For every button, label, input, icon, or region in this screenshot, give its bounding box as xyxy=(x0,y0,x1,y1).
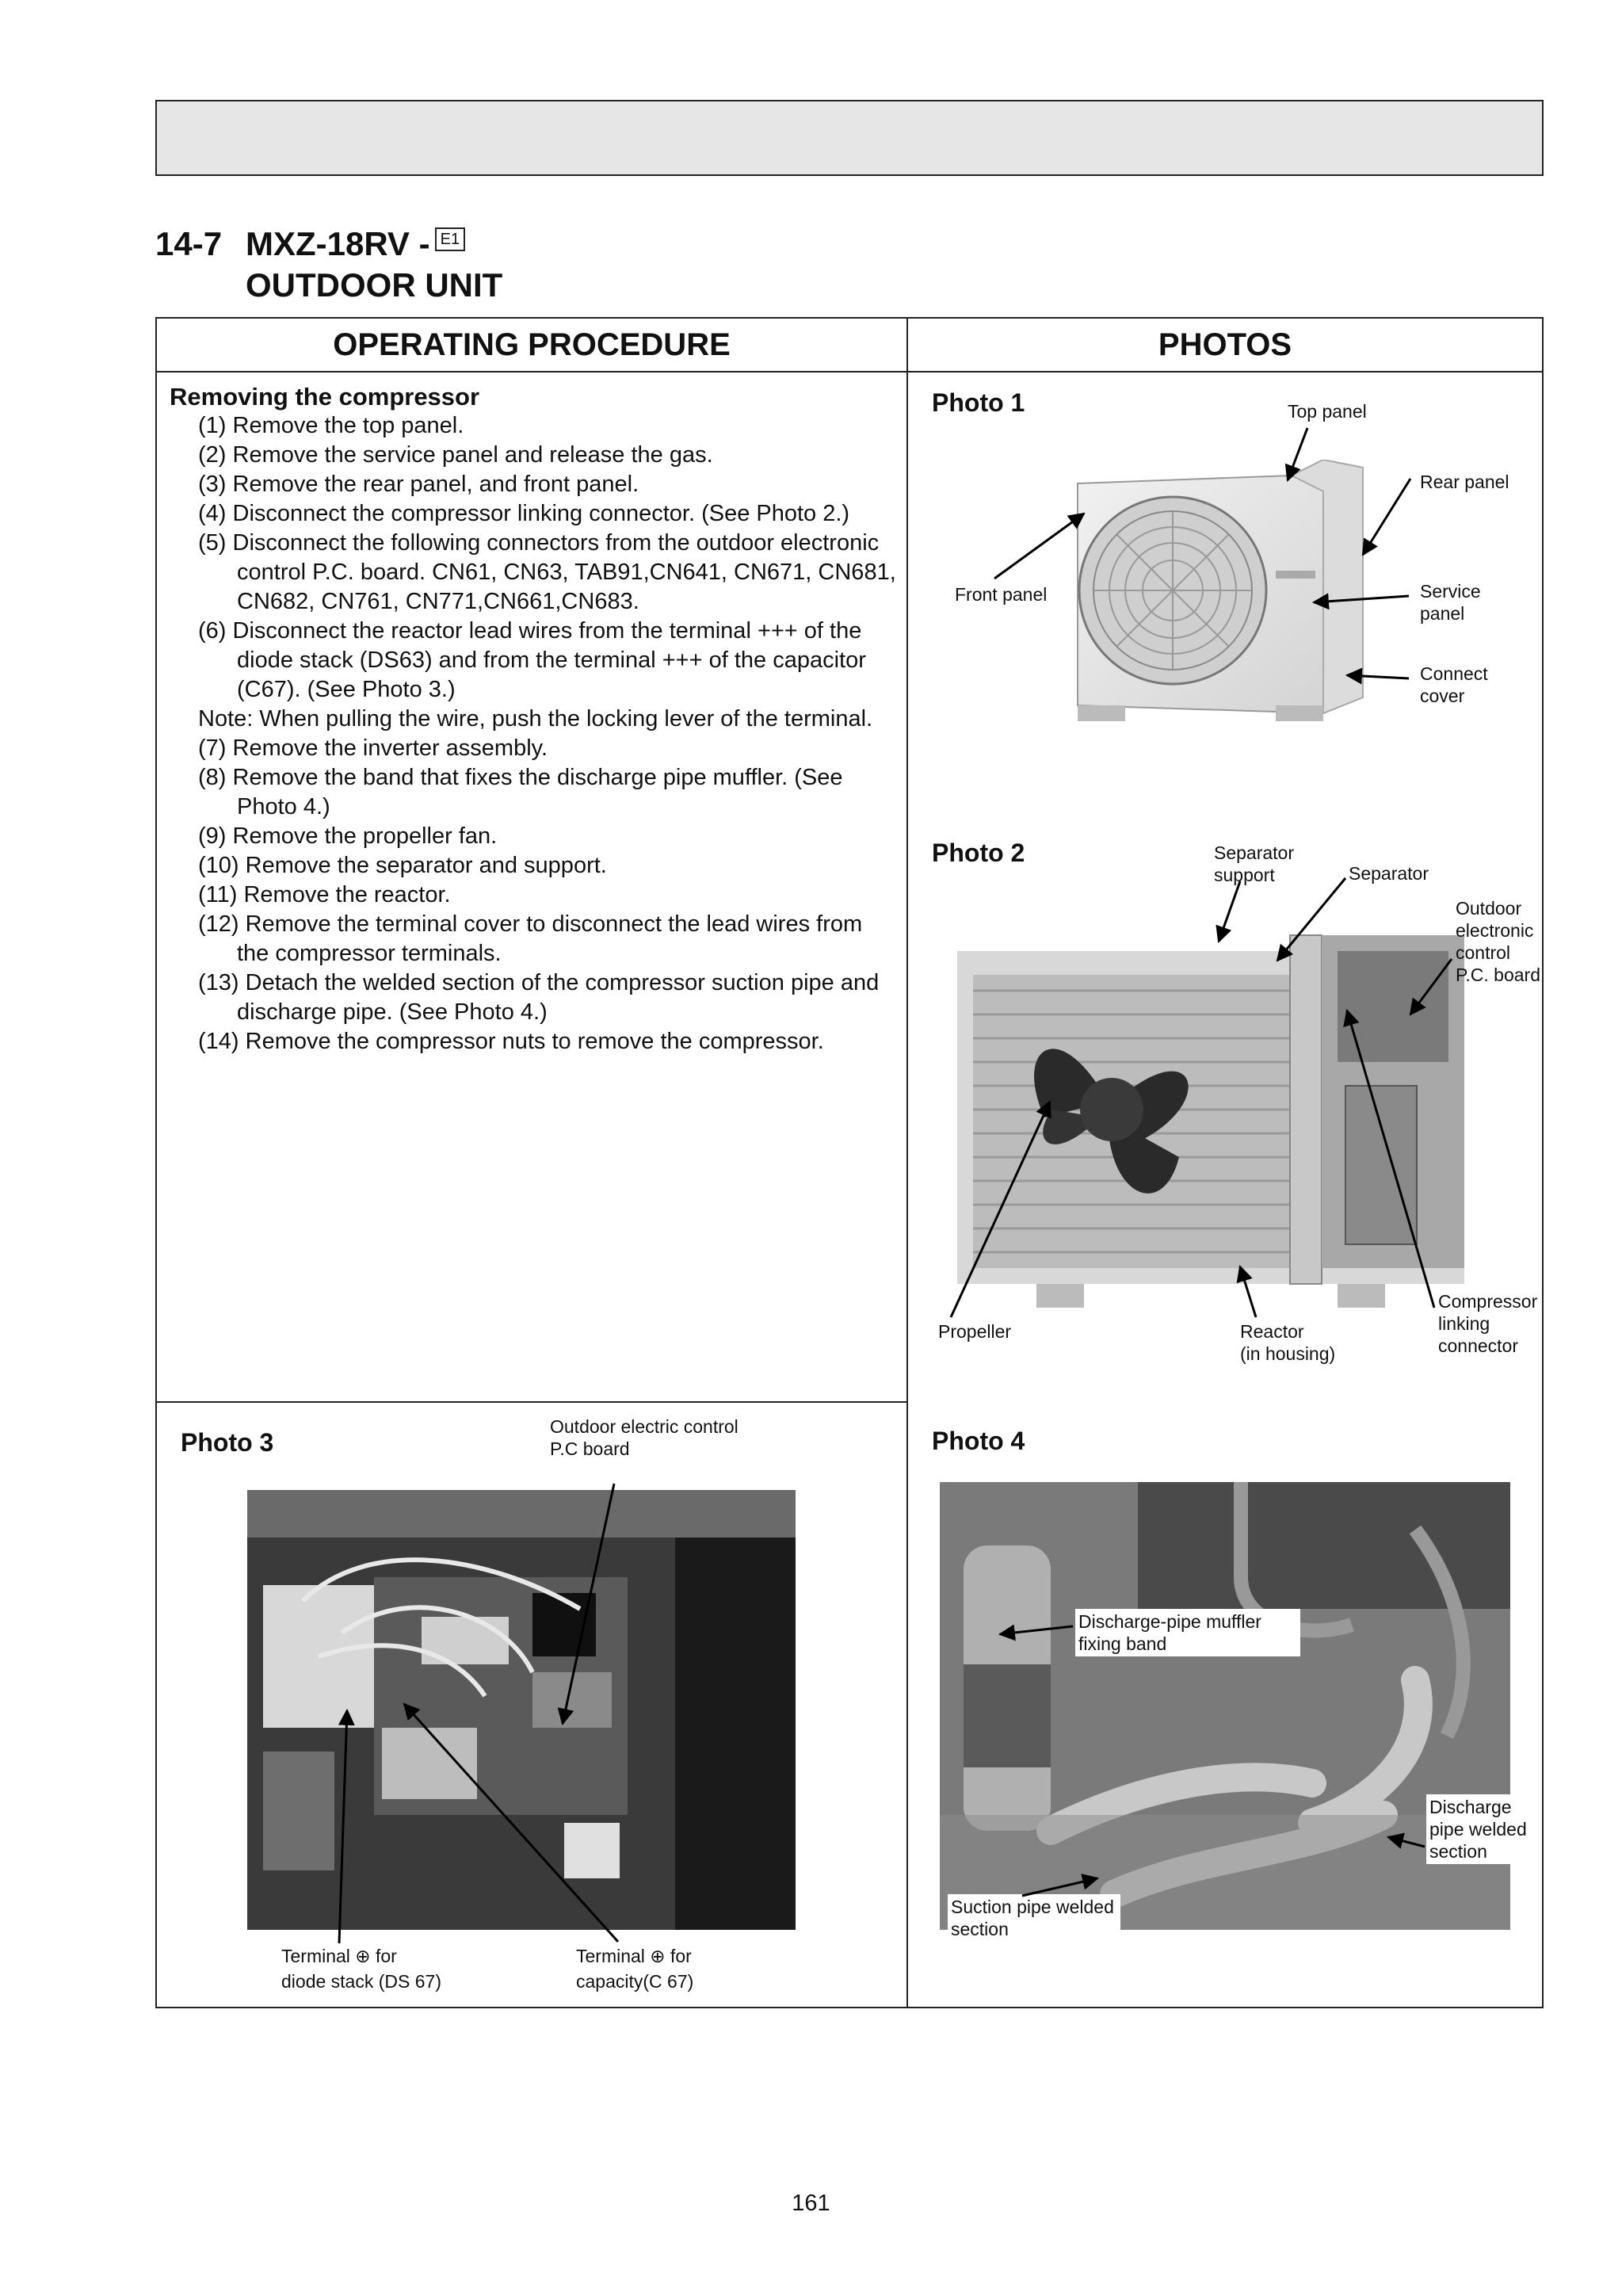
model-suffix-badge: E1 xyxy=(435,227,465,251)
page-number: 161 xyxy=(792,2191,830,2216)
arrow-suction-weld xyxy=(1022,1878,1097,1896)
procedure-title: Removing the compressor xyxy=(170,383,480,411)
col-header-photos: PHOTOS xyxy=(1158,327,1292,362)
photo2-title: Photo 2 xyxy=(932,839,1025,867)
photo3-label-terminal-cap-2: capacity(C 67) xyxy=(576,1971,694,1992)
procedure-step: (9) Remove the propeller fan. xyxy=(198,823,498,849)
photo1-label-rear-panel: Rear panel xyxy=(1420,472,1509,492)
photo4-label-suction-weld: Suction pipe welded section xyxy=(948,1894,1120,1942)
photo2-label-outdoor-board: Outdoor electronic control P.C. board xyxy=(1456,898,1540,985)
procedure-step: (13) Detach the welded section of the compressor suction pipe and discharge pipe. (See Photo 4.) xyxy=(198,970,880,1025)
photo2-label-separator: Separator xyxy=(1349,863,1429,884)
procedure-step: (4) Disconnect the compressor linking connector. (See Photo 2.) xyxy=(198,501,850,526)
procedure-step: (7) Remove the inverter assembly. xyxy=(198,735,548,761)
procedure-step: (11) Remove the reactor. xyxy=(198,882,451,907)
photo3-title: Photo 3 xyxy=(181,1428,274,1457)
photo2-label-compressor-connector: Compressor linking connector xyxy=(1438,1291,1538,1356)
section-number: 14-7 xyxy=(155,225,223,262)
procedure-step: (14) Remove the compressor nuts to remove the compressor. xyxy=(198,1029,824,1054)
photo4-label-discharge-weld: Discharge pipe welded section xyxy=(1426,1794,1540,1864)
section-subtitle: OUTDOOR UNIT xyxy=(246,266,503,304)
procedure-step: (8) Remove the band that fixes the discharge pipe muffler. (See Photo 4.) xyxy=(198,765,843,819)
photo1-label-front-panel: Front panel xyxy=(955,584,1048,605)
photo4-label-muffler-band: Discharge-pipe muffler fixing band xyxy=(1075,1609,1300,1656)
photo2-label-reactor-note: (in housing) xyxy=(1240,1343,1336,1364)
photo3-label-board: Outdoor electric control P.C board xyxy=(550,1416,738,1459)
arrow-terminal-diode xyxy=(339,1710,347,1943)
arrow-muffler-band xyxy=(1000,1626,1073,1634)
procedure-step: (6) Disconnect the reactor lead wires from the terminal +++ of the diode stack (DS63) and from the terminal +++ of the capacitor (C67). (See Photo 3.) xyxy=(198,618,866,702)
photo3-label-terminal-cap: Terminal ⊕ for xyxy=(576,1946,692,1966)
photo1-label-top-panel: Top panel xyxy=(1288,401,1367,422)
arrow-service-panel xyxy=(1314,596,1409,602)
model-name: MXZ-18RV - xyxy=(246,225,430,262)
arrow-connect-cover xyxy=(1347,675,1409,678)
arrow-separator-support xyxy=(1219,881,1240,942)
photo2-label-separator-support: Separator support xyxy=(1214,842,1295,885)
arrow-discharge-weld xyxy=(1388,1837,1425,1847)
photo4-title: Photo 4 xyxy=(932,1427,1025,1455)
procedure-note: Note: When pulling the wire, push the locking lever of the terminal. xyxy=(198,706,873,732)
procedure-step: (5) Disconnect the following connectors from the outdoor electronic control P.C. board. CN61, CN63, TAB91,CN641, CN671, CN681, CN682, CN761, CN771,CN661,CN683. xyxy=(198,530,896,614)
arrow-compressor-connector xyxy=(1347,1010,1434,1308)
procedure-step: (1) Remove the top panel. xyxy=(198,413,464,438)
procedure-step: (12) Remove the terminal cover to disconnect the lead wires from the compressor terminals. xyxy=(198,911,863,966)
photo2-label-reactor: Reactor xyxy=(1240,1321,1304,1342)
arrow-board xyxy=(563,1484,614,1724)
procedure-step: (2) Remove the service panel and release the gas. xyxy=(198,442,713,468)
photo1-label-connect-cover: Connect cover xyxy=(1420,663,1488,706)
photo1-title: Photo 1 xyxy=(932,388,1025,417)
arrow-separator xyxy=(1277,878,1345,961)
photo3-label-terminal-diode: Terminal ⊕ for xyxy=(281,1946,397,1966)
procedure-step: (10) Remove the separator and support. xyxy=(198,853,607,878)
arrow-propeller xyxy=(951,1102,1050,1317)
arrow-top-panel xyxy=(1288,428,1307,480)
arrow-rear-panel xyxy=(1363,479,1410,555)
photo1-label-service-panel: Service panel xyxy=(1420,581,1481,624)
photo3-label-terminal-diode-2: diode stack (DS 67) xyxy=(281,1971,441,1992)
arrow-outdoor-board xyxy=(1410,959,1452,1014)
arrow-front-panel xyxy=(994,514,1084,579)
arrow-terminal-cap xyxy=(404,1704,618,1942)
arrow-reactor xyxy=(1240,1266,1256,1317)
col-header-procedure: OPERATING PROCEDURE xyxy=(333,327,731,362)
photo2-label-propeller: Propeller xyxy=(938,1321,1012,1342)
procedure-step: (3) Remove the rear panel, and front panel. xyxy=(198,472,639,497)
